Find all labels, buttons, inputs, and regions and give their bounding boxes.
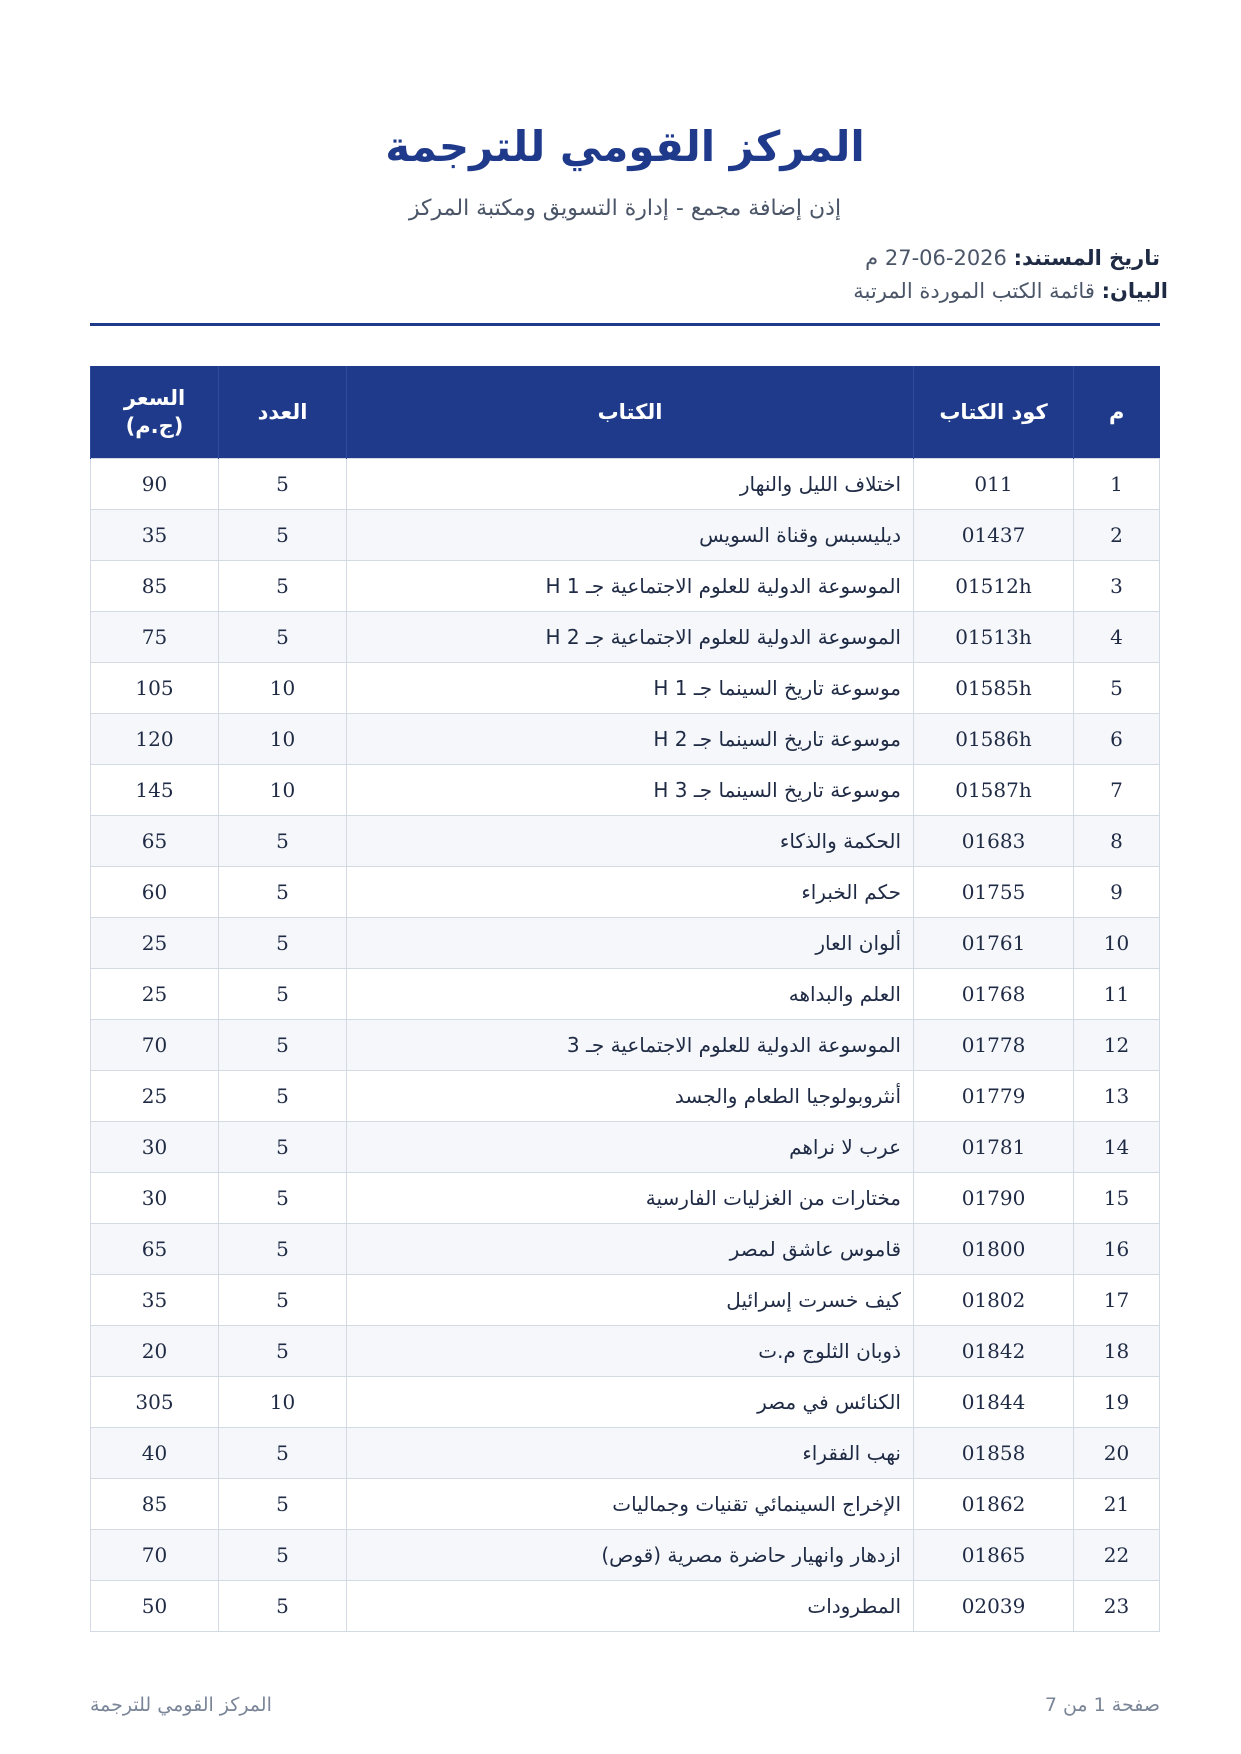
cell-qty: 5	[219, 918, 347, 969]
cell-num: 20	[1074, 1428, 1160, 1479]
cell-title: ألوان العار	[347, 918, 914, 969]
description-label: البيان:	[1101, 279, 1168, 303]
cell-qty: 5	[219, 1173, 347, 1224]
document-subtitle: إذن إضافة مجمع - إدارة التسويق ومكتبة المركز	[408, 196, 842, 221]
table-row	[91, 765, 1160, 816]
cell-num: 9	[1074, 867, 1160, 918]
cell-qty: 5	[219, 612, 347, 663]
cell-qty: 10	[219, 714, 347, 765]
cell-title: الموسوعة الدولية للعلوم الاجتماعية جـ 3	[347, 1020, 914, 1071]
cell-code: 01781	[914, 1122, 1074, 1173]
cell-qty: 10	[219, 1377, 347, 1428]
cell-title: الإخراج السينمائي تقنيات وجماليات	[347, 1479, 914, 1530]
cell-title: ازدهار وانهيار حاضرة مصرية (قوص)	[347, 1530, 914, 1581]
cell-price: 35	[91, 510, 219, 561]
table-row	[91, 612, 1160, 663]
cell-title: موسوعة تاريخ السينما جـ 2 H	[347, 714, 914, 765]
cell-title: العلم والبداهه	[347, 969, 914, 1020]
header-divider	[90, 323, 1160, 326]
cell-qty: 5	[219, 867, 347, 918]
cell-num: 8	[1074, 816, 1160, 867]
cell-price: 60	[91, 867, 219, 918]
cell-num: 18	[1074, 1326, 1160, 1377]
cell-code: 01802	[914, 1275, 1074, 1326]
cell-code: 01790	[914, 1173, 1074, 1224]
cell-qty: 5	[219, 1224, 347, 1275]
table-row	[91, 816, 1160, 867]
cell-code: 01865	[914, 1530, 1074, 1581]
cell-num: 11	[1074, 969, 1160, 1020]
cell-qty: 5	[219, 969, 347, 1020]
cell-title: كيف خسرت إسرائيل	[347, 1275, 914, 1326]
column-header-code: كود الكتاب	[914, 366, 1074, 459]
cell-num: 23	[1074, 1581, 1160, 1632]
cell-qty: 5	[219, 459, 347, 510]
cell-qty: 5	[219, 1020, 347, 1071]
cell-qty: 5	[219, 510, 347, 561]
cell-code: 01437	[914, 510, 1074, 561]
cell-num: 19	[1074, 1377, 1160, 1428]
table-row	[91, 1173, 1160, 1224]
cell-price: 40	[91, 1428, 219, 1479]
table-row	[91, 663, 1160, 714]
cell-code: 01585h	[914, 663, 1074, 714]
table-row	[91, 459, 1160, 510]
cell-num: 17	[1074, 1275, 1160, 1326]
table-row	[91, 1071, 1160, 1122]
cell-title: المطرودات	[347, 1581, 914, 1632]
table-row	[91, 1530, 1160, 1581]
cell-code: 02039	[914, 1581, 1074, 1632]
cell-qty: 5	[219, 1326, 347, 1377]
table-row	[91, 918, 1160, 969]
cell-qty: 10	[219, 765, 347, 816]
cell-code: 01586h	[914, 714, 1074, 765]
cell-title: موسوعة تاريخ السينما جـ 1 H	[347, 663, 914, 714]
cell-price: 25	[91, 1071, 219, 1122]
cell-price: 120	[91, 714, 219, 765]
cell-price: 65	[91, 816, 219, 867]
page-number: صفحة 1 من 7	[1044, 1694, 1160, 1716]
table-row	[91, 1020, 1160, 1071]
cell-code: 01779	[914, 1071, 1074, 1122]
cell-qty: 5	[219, 816, 347, 867]
cell-price: 90	[91, 459, 219, 510]
cell-code: 01761	[914, 918, 1074, 969]
cell-code: 011	[914, 459, 1074, 510]
cell-code: 01842	[914, 1326, 1074, 1377]
cell-qty: 5	[219, 1071, 347, 1122]
cell-price: 75	[91, 612, 219, 663]
cell-num: 10	[1074, 918, 1160, 969]
table-row	[91, 714, 1160, 765]
cell-code: 01778	[914, 1020, 1074, 1071]
table-row	[91, 1377, 1160, 1428]
cell-title: الحكمة والذكاء	[347, 816, 914, 867]
column-header-qty: العدد	[219, 366, 347, 459]
document-page	[90, 0, 1168, 1754]
cell-title: حكم الخبراء	[347, 867, 914, 918]
column-header-price: السعر (ج.م)	[91, 366, 219, 459]
document-title: المركز القومي للترجمة	[385, 122, 865, 171]
cell-num: 4	[1074, 612, 1160, 663]
cell-code: 01858	[914, 1428, 1074, 1479]
column-header-title: الكتاب	[347, 366, 914, 459]
cell-price: 30	[91, 1122, 219, 1173]
cell-title: ديليسبس وقناة السويس	[347, 510, 914, 561]
document-date	[865, 246, 1160, 270]
cell-num: 1	[1074, 459, 1160, 510]
cell-qty: 5	[219, 1428, 347, 1479]
cell-title: قاموس عاشق لمصر	[347, 1224, 914, 1275]
cell-qty: 5	[219, 1275, 347, 1326]
cell-num: 14	[1074, 1122, 1160, 1173]
table-header-row	[91, 366, 1160, 459]
cell-code: 01512h	[914, 561, 1074, 612]
cell-price: 25	[91, 969, 219, 1020]
cell-qty: 5	[219, 561, 347, 612]
cell-num: 16	[1074, 1224, 1160, 1275]
cell-title: مختارات من الغزليات الفارسية	[347, 1173, 914, 1224]
cell-title: عرب لا نراهم	[347, 1122, 914, 1173]
description-value: قائمة الكتب الموردة المرتبة	[853, 279, 1095, 303]
cell-title: ذوبان الثلوج م.ت	[347, 1326, 914, 1377]
cell-title: اختلاف الليل والنهار	[347, 459, 914, 510]
cell-num: 7	[1074, 765, 1160, 816]
table-row	[91, 969, 1160, 1020]
cell-price: 85	[91, 1479, 219, 1530]
cell-qty: 5	[219, 1122, 347, 1173]
cell-code: 01800	[914, 1224, 1074, 1275]
cell-code: 01683	[914, 816, 1074, 867]
table-row	[91, 1326, 1160, 1377]
table-row	[91, 867, 1160, 918]
cell-title: الكنائس في مصر	[347, 1377, 914, 1428]
cell-price: 35	[91, 1275, 219, 1326]
cell-qty: 10	[219, 663, 347, 714]
cell-price: 105	[91, 663, 219, 714]
cell-num: 6	[1074, 714, 1160, 765]
cell-code: 01755	[914, 867, 1074, 918]
cell-num: 3	[1074, 561, 1160, 612]
cell-price: 30	[91, 1173, 219, 1224]
cell-num: 2	[1074, 510, 1160, 561]
table-row	[91, 1224, 1160, 1275]
cell-price: 25	[91, 918, 219, 969]
cell-price: 305	[91, 1377, 219, 1428]
cell-code: 01862	[914, 1479, 1074, 1530]
table-row	[91, 1428, 1160, 1479]
cell-code: 01587h	[914, 765, 1074, 816]
books-table	[90, 366, 1160, 1632]
cell-title: الموسوعة الدولية للعلوم الاجتماعية جـ 2 H	[347, 612, 914, 663]
cell-price: 85	[91, 561, 219, 612]
cell-price: 70	[91, 1530, 219, 1581]
cell-qty: 5	[219, 1479, 347, 1530]
cell-num: 21	[1074, 1479, 1160, 1530]
cell-price: 20	[91, 1326, 219, 1377]
table-row	[91, 1479, 1160, 1530]
cell-num: 5	[1074, 663, 1160, 714]
cell-title: نهب الفقراء	[347, 1428, 914, 1479]
cell-num: 22	[1074, 1530, 1160, 1581]
cell-code: 01513h	[914, 612, 1074, 663]
cell-price: 145	[91, 765, 219, 816]
cell-num: 12	[1074, 1020, 1160, 1071]
cell-price: 65	[91, 1224, 219, 1275]
cell-code: 01768	[914, 969, 1074, 1020]
table-row	[91, 561, 1160, 612]
cell-title: أنثروبولوجيا الطعام والجسد	[347, 1071, 914, 1122]
table-row	[91, 1122, 1160, 1173]
cell-num: 15	[1074, 1173, 1160, 1224]
cell-qty: 5	[219, 1530, 347, 1581]
cell-price: 50	[91, 1581, 219, 1632]
date-value: 2026-06-27 م	[865, 246, 1007, 270]
column-header-num: م	[1074, 366, 1160, 459]
cell-title: موسوعة تاريخ السينما جـ 3 H	[347, 765, 914, 816]
table-row	[91, 1581, 1160, 1632]
cell-title: الموسوعة الدولية للعلوم الاجتماعية جـ 1 H	[347, 561, 914, 612]
cell-qty: 5	[219, 1581, 347, 1632]
cell-num: 13	[1074, 1071, 1160, 1122]
date-label: تاريخ المستند:	[1013, 246, 1160, 270]
document-description	[853, 279, 1168, 303]
table-row	[91, 1275, 1160, 1326]
cell-price: 70	[91, 1020, 219, 1071]
table-row	[91, 510, 1160, 561]
footer-organization: المركز القومي للترجمة	[90, 1694, 272, 1716]
cell-code: 01844	[914, 1377, 1074, 1428]
